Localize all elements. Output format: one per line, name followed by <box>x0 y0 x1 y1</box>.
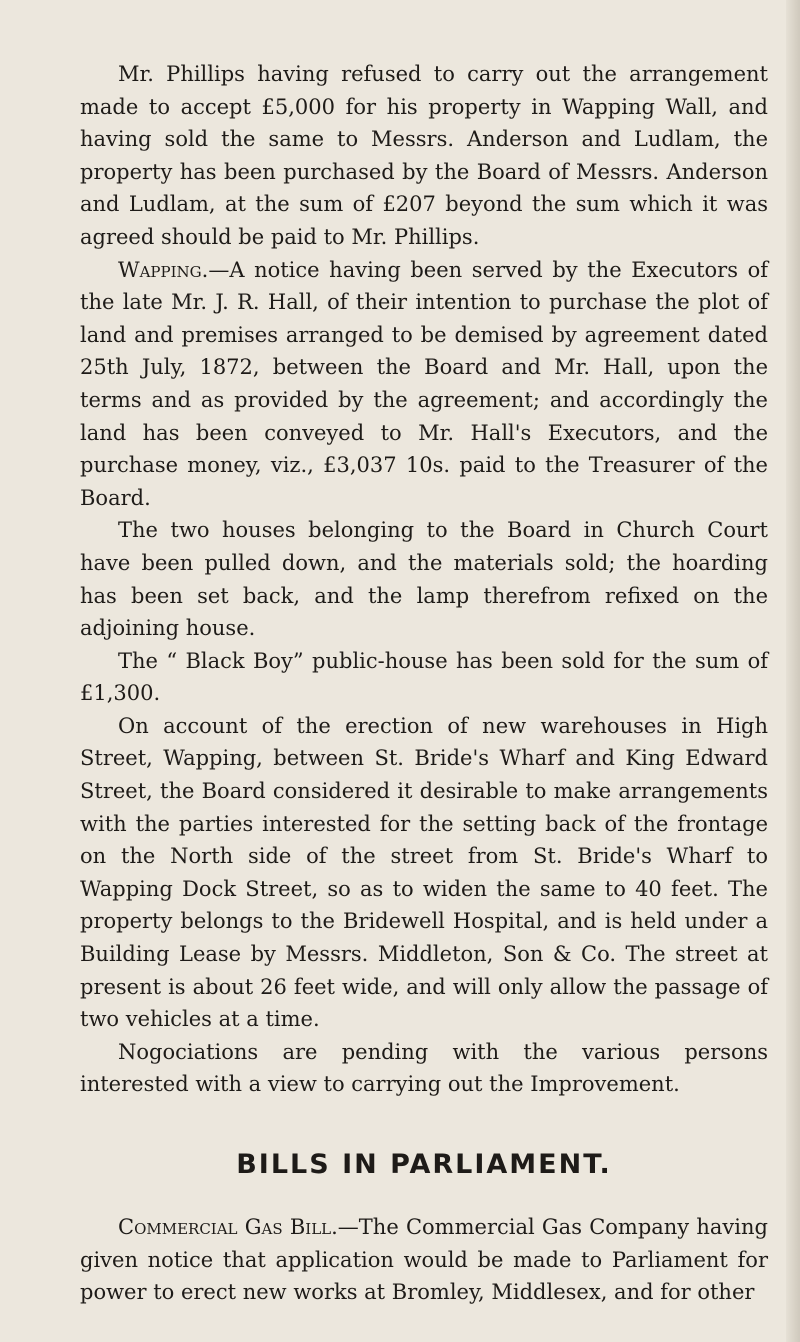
paragraph-church-court <box>80 514 768 644</box>
paragraph-lead: Wapping. <box>118 257 209 282</box>
paragraph-wapping <box>80 254 768 515</box>
paragraph-commercial-gas-bill <box>80 1211 768 1309</box>
page-edge <box>786 0 800 1342</box>
paragraph-negotiations <box>80 1036 768 1101</box>
paragraph-text: —The Commercial Gas Company having given notice that application would be made to Parliament for power to erect new works at Bromley, Middlesex, and for other <box>80 1215 768 1305</box>
paragraph-black-boy <box>80 645 768 710</box>
paragraph-text: On account of the erection of new warehouses in High Street, Wapping, between St. Bride's Wharf and King Edward Street, the Board considered it desirable to make arrangements with the parties interested for the setting back of the frontage on the North side of the street from St. Bride's Wharf to Wapping Dock Street, so as to widen the same to 40 feet. The property belongs to the Bridewell Hospital, and is held under a Building Lease by Messrs. Middleton, Son & Co. The street at present is about 26 feet wide, and will only allow the passage of two vehicles at a time. <box>80 713 768 1032</box>
paragraph-text: The two houses belonging to the Board in Church Court have been pulled down, and the materials sold; the hoarding has been set back, and the lamp therefrom refixed on the adjoining house. <box>80 518 768 641</box>
document-body <box>80 58 768 1309</box>
paragraph-text: —A notice having been served by the Executors of the late Mr. J. R. Hall, of their intention to purchase the plot of land and premises arranged to be demised by agreement dated 25th July, 1872, between the Board and Mr. Hall, upon the terms and as provided by the agreement; and accordingly the land has been conveyed to Mr. Hall's Executors, and the purchase money, viz., £3,037 10s. paid to the Treasurer of the Board. <box>80 257 768 510</box>
paragraph-text: The “ Black Boy” public-house has been sold for the sum of £1,300. <box>80 648 768 706</box>
paragraph-text: Nogociations are pending with the various persons interested with a view to carrying out the Improvement. <box>80 1039 768 1097</box>
paragraph-lead: Commercial Gas Bill. <box>118 1215 338 1239</box>
paragraph-high-street <box>80 710 768 1036</box>
paragraph-text: Mr. Phillips having refused to carry out the arrangement made to accept £5,000 for his property in Wapping Wall, and having sold the same to Messrs. Anderson and Ludlam, the property has been purchased by the Board of Messrs. Anderson and Ludlam, at the sum of £207 beyond the sum which it was agreed should be paid to Mr. Phillips. <box>80 62 768 249</box>
paragraph-phillips-property <box>80 58 768 254</box>
section-heading: BILLS IN PARLIAMENT. <box>236 1149 612 1180</box>
